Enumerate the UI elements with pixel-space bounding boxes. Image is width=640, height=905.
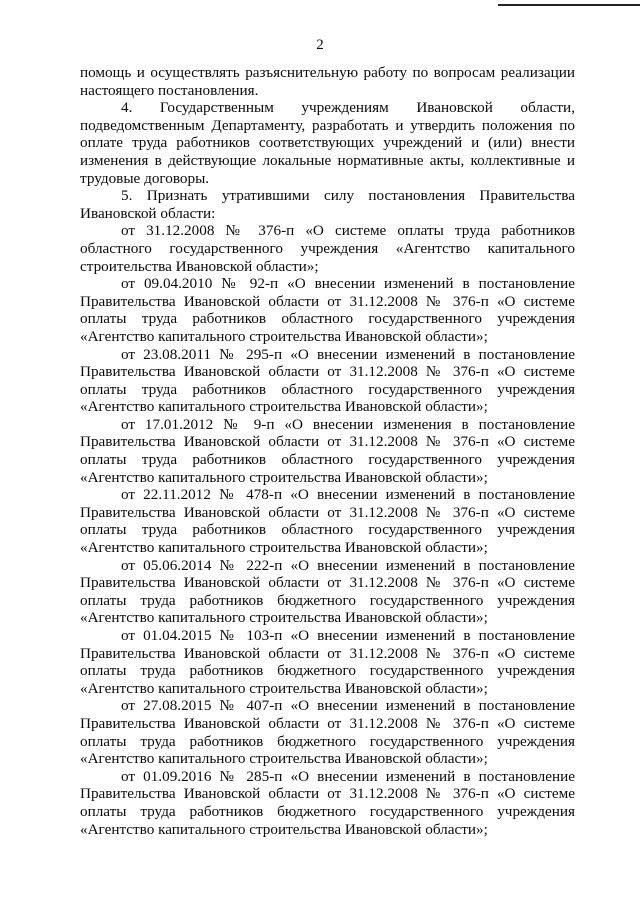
repealed-resolution-item: от 05.06.2014 № 222-п «О внесении изменений в постановление Правительства Ивановской области от 31.12.2008 № 376-п «О системе оплаты труда работников бюджетного государственного учреждения «Агентство капитального строительства Ивановской области»; — [80, 556, 575, 627]
repealed-resolution-item: от 27.08.2015 № 407-п «О внесении изменений в постановление Правительства Ивановской области от 31.12.2008 № 376-п «О системе оплаты труда работников бюджетного государственного учреждения «Агентство капитального строительства Ивановской области»; — [80, 697, 575, 768]
repealed-resolution-item: от 17.01.2012 № 9-п «О внесении изменения в постановление Правительства Ивановской области от 31.12.2008 № 376-п «О системе оплаты труда работников областного государственного учреждения «Агентство капитального строительства Ивановской области»; — [80, 415, 575, 486]
repealed-resolution-item: от 01.09.2016 № 285-п «О внесении изменений в постановление Правительства Ивановской области от 31.12.2008 № 376-п «О системе оплаты труда работников бюджетного государственного учреждения «Агентство капитального строительства Ивановской области»; — [80, 767, 575, 838]
repealed-resolution-item: от 23.08.2011 № 295-п «О внесении изменений в постановление Правительства Ивановской области от 31.12.2008 № 376-п «О системе оплаты труда работников областного государственного учреждения «Агентство капитального строительства Ивановской области»; — [80, 345, 575, 416]
paragraph-item-4: 4. Государственным учреждениям Ивановской области, подведомственным Департаменту, разработать и утвердить положения по оплате труда работников соответствующих учреждений и (или) внести изменения в действующие локальные нормативные акты, коллективные и трудовые договоры. — [80, 99, 575, 187]
repealed-resolution-item: от 31.12.2008 № 376-п «О системе оплаты труда работников областного государственного учреждения «Агентство капитального строительства Ивановской области»; — [80, 222, 575, 275]
repealed-resolution-item: от 22.11.2012 № 478-п «О внесении изменений в постановление Правительства Ивановской области от 31.12.2008 № 376-п «О системе оплаты труда работников областного государственного учреждения «Агентство капитального строительства Ивановской области»; — [80, 486, 575, 557]
document-body — [80, 64, 575, 838]
paragraph-continuation: помощь и осуществлять разъяснительную работу по вопросам реализации настоящего постановления. — [80, 64, 575, 99]
page-number: 2 — [316, 37, 324, 53]
top-border-line — [498, 4, 640, 6]
repealed-resolution-item: от 01.04.2015 № 103-п «О внесении изменений в постановление Правительства Ивановской области от 31.12.2008 № 376-п «О системе оплаты труда работников бюджетного государственного учреждения «Агентство капитального строительства Ивановской области»; — [80, 627, 575, 697]
repealed-resolution-item: от 09.04.2010 № 92-п «О внесении изменений в постановление Правительства Ивановской области от 31.12.2008 № 376-п «О системе оплаты труда работников областного государственного учреждения «Агентство капитального строительства Ивановской области»; — [80, 275, 575, 345]
paragraph-item-5: 5. Признать утратившими силу постановления Правительства Ивановской области: — [80, 187, 575, 222]
